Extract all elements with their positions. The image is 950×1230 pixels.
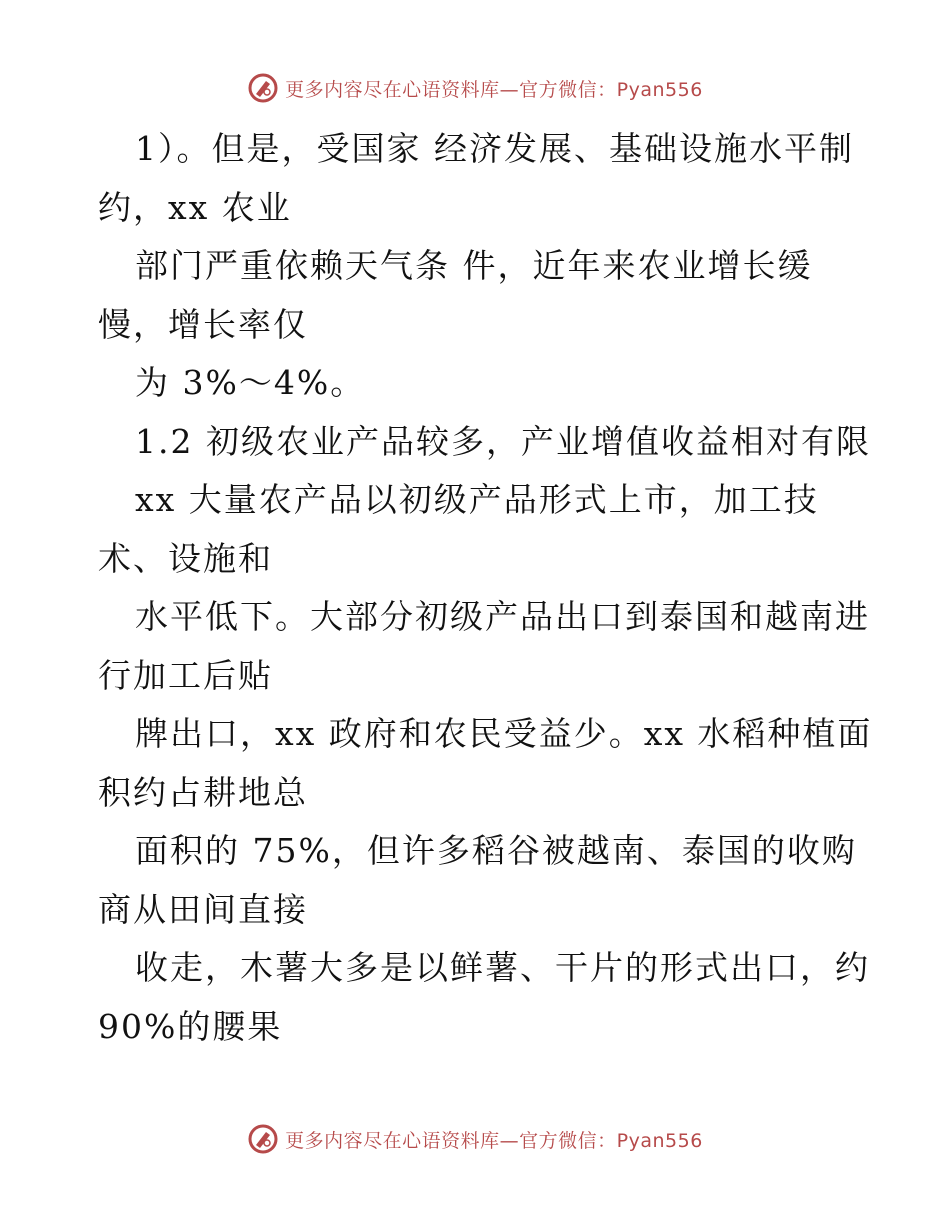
footer-banner: [0, 1123, 950, 1155]
text-line: 约，xx 农业: [98, 187, 292, 227]
text-line: 收走，木薯大多是以鲜薯、干片的形式出口，约: [135, 948, 870, 987]
text-line: 面积的 75%，但许多稻谷被越南、泰国的收购: [135, 831, 857, 870]
text-line: 商从田间直接: [98, 889, 308, 929]
header-banner-text: 更多内容尽在心语资料库—官方微信：Pyan556: [285, 78, 703, 101]
text-line: 慢，增长率仅: [98, 304, 308, 344]
text-line: 积约占耕地总: [98, 772, 308, 812]
text-line: 部门严重依赖天气条 件，近年来农业增长缓: [135, 246, 813, 285]
text-line: 水平低下。大部分初级产品出口到泰国和越南进: [135, 597, 870, 636]
footer-banner-text: 更多内容尽在心语资料库—官方微信：Pyan556: [285, 1129, 703, 1152]
section-heading: 1.2 初级农业产品较多，产业增值收益相对有限: [135, 421, 871, 461]
document-body: [98, 120, 873, 1056]
text-line: xx 大量农产品以初级产品形式上市，加工技: [135, 480, 819, 519]
seal-logo-icon: [247, 1123, 279, 1155]
text-line: 为 3%～4%。: [135, 363, 366, 402]
header-banner: [0, 72, 950, 104]
seal-logo-icon: [247, 72, 279, 104]
text-line: 90%的腰果: [98, 1006, 283, 1046]
text-line: 1）。但是，受国家 经济发展、基础设施水平制: [135, 129, 854, 168]
text-line: 行加工后贴: [98, 655, 273, 695]
text-line: 牌出口，xx 政府和农民受益少。xx 水稻种植面: [135, 714, 873, 753]
text-line: 术、设施和: [98, 538, 273, 578]
